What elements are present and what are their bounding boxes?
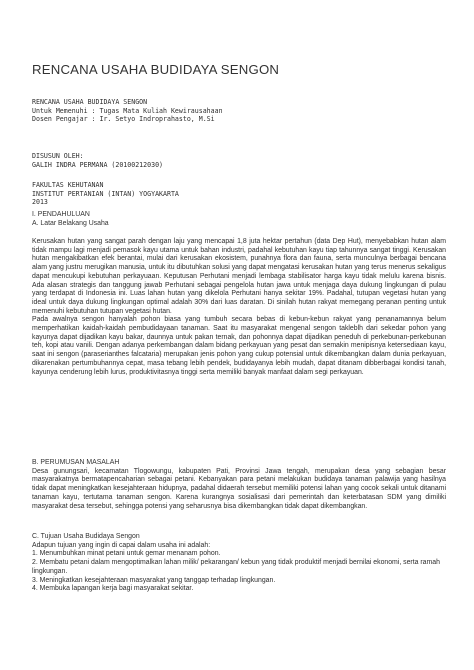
section-goals bbox=[32, 533, 446, 594]
institute-name: INSTITUT PERTANIAN (INTAN) YOGYAKARTA bbox=[32, 189, 179, 198]
year: 2013 bbox=[32, 198, 48, 207]
header-line: Dosen Pengajar : Ir. Setyo Indroprahasto, M.Si bbox=[32, 115, 215, 124]
header-line: Untuk Memenuhi : Tugas Mata Kuliah Kewirausahaan bbox=[32, 106, 223, 115]
section-intro-headings bbox=[32, 211, 446, 228]
goals-intro: Adapun tujuan yang ingin di capai dalam usaha ini adalah: bbox=[32, 541, 211, 549]
author-label: DISUSUN OLEH: bbox=[32, 152, 84, 160]
goal-item: 4. Membuka lapangan kerja bagi masyarakat sekitar. bbox=[32, 585, 194, 593]
goal-item: 3. Meningkatkan kesejahteraan masyarakat yang tanggap terhadap lingkungan. bbox=[32, 576, 276, 584]
goal-item: 2. Membatu petani dalam mengoptimalkan lahan milik/ pekarangan/ kebun yang tidak produktif menjadi bernilai ekonomi, serta ramah lingkungan. bbox=[32, 559, 440, 575]
goal-item: 1. Menumbuhkan minat petani untuk gemar menanam pohon. bbox=[32, 550, 221, 558]
document-title: RENCANA USAHA BUDIDAYA SENGON bbox=[32, 62, 280, 77]
section-problem bbox=[32, 459, 446, 511]
paragraph: Pada awalnya sengon hanyalah pohon biasa yang tumbuh secara bebas di kebun-kebun rakyat yang penanamannya belum memperhatikan kaidah-kaidah pembudidayaan tanaman. Saat itu masyarakat mengenal sengon takleblh dari sekedar pohon yang kayunya dapat dijadikan kayu bakar, daunnya untuk pakan ternak, dan pohonnya dapat dijadikan peneduh di perkebunan-perkebunan teh, kopi atau vanili. Dengan adanya perkembangan dalam bidang perkayuan yang pesat dan semakin menipisnya ketersediaan kayu, saat ini sengon (paraserianthes falcataria) merupakan jenis pohon yang cukup potensial untuk dikembangkan dalam dunia perkayuan, dikarenakan pertumbuhannya cepat, masa tebang lebih pendek, budidayanya lebih mudah, dapat ditanam dibberbagai kondisi tanah, kayunya cenderung lebih lurus, produktivitasnya tinggi serta memiliki banyak manfaat dalam segi perkayuan. bbox=[32, 316, 446, 376]
institution-block bbox=[32, 181, 446, 207]
section-heading: C. Tujuan Usaha Budidaya Sengon bbox=[32, 533, 140, 540]
paragraph: Kerusakan hutan yang sangat parah dengan laju yang mencapai 1,8 juta hektar pertahun (data Dep Hut), menyebabkan hutan alam tidak mampu lagi menjadi pemasok kayu utama untuk bahan industri, padahal kebutuhan kayu tiap tahunnya sangat tinggi. Kerusakan hutan mengakibatkan efek berantai, mulai dari kerusakan ekosistem, punahnya flora dan fauna, serta munculnya berbagai bencana alam yang justru merugikan manusia, untuk itu dibutuhkan solusi yang dapat mengatasi kerusakan hutan yang terus menerus sekaligus dapat mencukupi kebutuhan perkayuaan. Keputusan Perhutani menjadi lembaga stabilisator harga kayu tidak melulu karena bisnis. Ada alasan strategis dan tanggung jawab Perhutani sebagai pengelola hutan jawa untuk menjaga daya dukung lingkungan di pulau yang terdapat di Indonesia ini. Luas lahan hutan yang dikelola Perhutani hanya sekitar 19%. Padahal, tutupan vegetasi hutan yang ideal untuk daya dukung lingkungan optimal adalah 30% dari luas daratan. Di sinilah hutan rakyat memegang peranan penting untuk memenuhi kebutuhan tutupan vegetasi hutan. bbox=[32, 238, 446, 315]
author-block bbox=[32, 152, 446, 169]
paragraph-background bbox=[32, 238, 446, 377]
paragraph: Desa gunungsari, kecamatan Tlogowungu, kabupaten Pati, Provinsi Jawa tengah, merupakan desa yang sebagian besar masyarakatnya bermatapencaharian sebagai petani. Kebanyakan para petani melakukan budidaya tanaman palawija yang hasilnya tidak dapat meningkatkan kesejahteraan hidupnya, padahal didaerah tersebut memiliki potensi lahan yang cocok sekali untuk ditanami tanaman kayu, tertutama tanaman sengon. Karena kurangnya sosialisasi dari pemerintah dan keterbatasan SDM yang dimiliki masyarakat desa tersebut, sehingga potensi yang seharusnya bisa dikembangkan tidak dapat dikembangkan. bbox=[32, 467, 446, 510]
section-heading: B. PERUMUSAN MASALAH bbox=[32, 459, 120, 466]
author-name: GALIH INDRA PERMANA (20100212030) bbox=[32, 160, 164, 169]
header-line: RENCANA USAHA BUDIDAYA SENGON bbox=[32, 98, 148, 106]
faculty-name: FAKULTAS KEHUTANAN bbox=[32, 181, 104, 189]
header-block bbox=[32, 98, 446, 124]
section-heading: I. PENDAHULUAN bbox=[32, 211, 90, 218]
subsection-heading: A. Latar Belakang Usaha bbox=[32, 219, 109, 227]
